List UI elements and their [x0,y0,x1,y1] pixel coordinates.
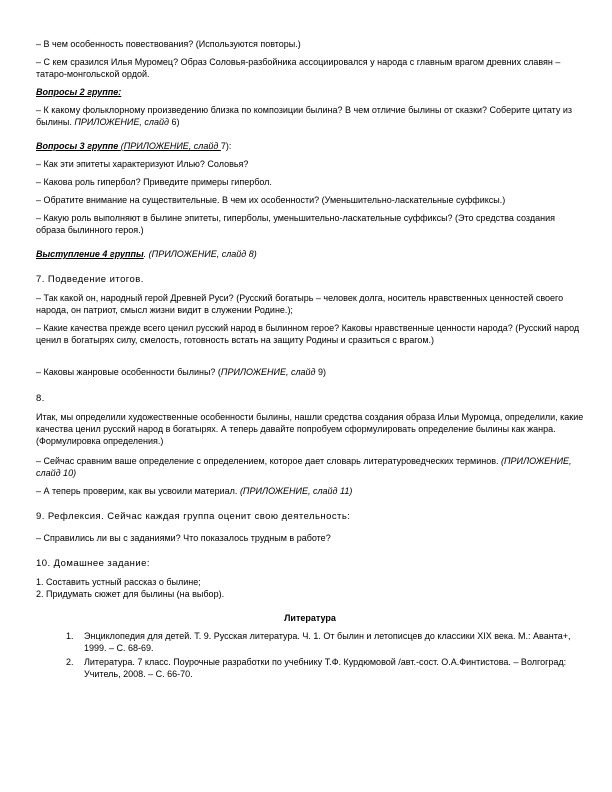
paragraph: – Обратите внимание на существительные. В чем их особенности? (Уменьшительно-ласкательные суффиксы.) [36,195,506,205]
paragraph: – В чем особенность повествования? (Используются повторы.) [36,39,301,49]
paragraph [36,366,584,378]
text: 6) [171,117,180,127]
paragraph: Итак, мы определили художественные особенности былины, нашли средства создания образа Ильи Муромца, определили, какие качества ценил русский народ в богатырях. А теперь давайте попробуем сформулировать определение былины как жанра. (Формулировка определения.) [36,412,584,446]
paragraph: – Какова роль гипербол? Приведите примеры гипербол. [36,177,272,187]
paragraph: – С кем сразился Илья Муромец? Образ Соловья-разбойника ассоциировался у народа с главным врагом древних славян – татаро-монгольской ордой. [36,57,561,79]
text: 9) [318,367,327,377]
section-heading: 9. Рефлексия. Сейчас каждая группа оценит свою деятельность: [36,511,351,522]
paragraph [36,455,584,479]
ref-text: ПРИЛОЖЕНИЕ, слайд [74,117,172,127]
paragraph: – Какие качества прежде всего ценил русский народ в былинном герое? Каковы нравственные ценности народа? (Русский народ ценил в богатырях силу, смелость, готовность встать на защиту Родины и сразиться с врагом.) [36,323,580,345]
text: – Каковы жанровые особенности былины? ( [36,367,221,377]
text: 7): [220,141,232,151]
reference-item [66,656,584,680]
section-heading: 8. [36,393,45,404]
paragraph [36,485,584,497]
paragraph: – Как эти эпитеты характеризуют Илью? Соловья? [36,159,249,169]
heading-text: Вопросы 3 группе [36,141,121,151]
ref-text: ПРИЛОЖЕНИЕ, слайд [220,367,319,377]
ref-text: . (ПРИЛОЖЕНИЕ, слайд 8) [143,249,257,259]
homework-item: 2. Придумать сюжет для былины (на выбор). [36,589,225,599]
paragraph: – Так какой он, народный герой Древней Руси? (Русский богатырь – человек долга, носитель нравственных ценностей своего народа, он патриот, смысл жизни видит в служении Родине.); [36,293,564,315]
group2-heading: Вопросы 2 группе: [36,87,122,97]
paragraph: – Какую роль выполняют в былине эпитеты, гиперболы, уменьшительно-ласкательные суффиксы? (Это средства создания образа былинного героя.) [36,213,555,235]
text: – Сейчас сравним ваше определение с определением, которое дает словарь литературоведческих терминов. [36,456,501,466]
ref-text: (ПРИЛОЖЕНИЕ, слайд 11) [239,486,353,496]
paragraph: – Справились ли вы с заданиями? Что показалось трудным в работе? [36,533,331,543]
group3-heading [36,140,584,152]
text: – К какому фольклорному произведению близка по композиции былина? В чем отличие былины от сказки? Соберите цитату из былины. [36,105,573,127]
reference-item [66,630,584,654]
paragraph [36,104,584,128]
group4-heading [36,248,584,260]
homework-item: 1. Составить устный рассказ о былине; [36,577,201,587]
references-title: Литература [284,613,336,623]
section-heading: 7. Подведение итогов. [36,274,144,285]
reference-text: Литература. 7 класс. Поурочные разработки по учебнику Т.Ф. Курдюмовой /авт.-сост. О.А.Финтистова. – Волгоград: Учитель, 2008. – С. 66-70. [84,657,567,679]
reference-number: 1. [66,631,74,641]
heading-text: Выступление 4 группы [36,249,144,259]
reference-number: 2. [66,657,74,667]
reference-text: Энциклопедия для детей. Т. 9. Русская литература. Ч. 1. От былин и летописцев до классики XIX века. М.: Аванта+, 1999. – С. 68-69. [84,631,571,653]
text: – А теперь проверим, как вы усвоили материал. [36,486,240,496]
ref-text: (ПРИЛОЖЕНИЕ, слайд 10) [36,456,572,478]
ref-text: (ПРИЛОЖЕНИЕ, слайд [120,141,221,151]
section-heading: 10. Домашнее задание: [36,558,150,569]
